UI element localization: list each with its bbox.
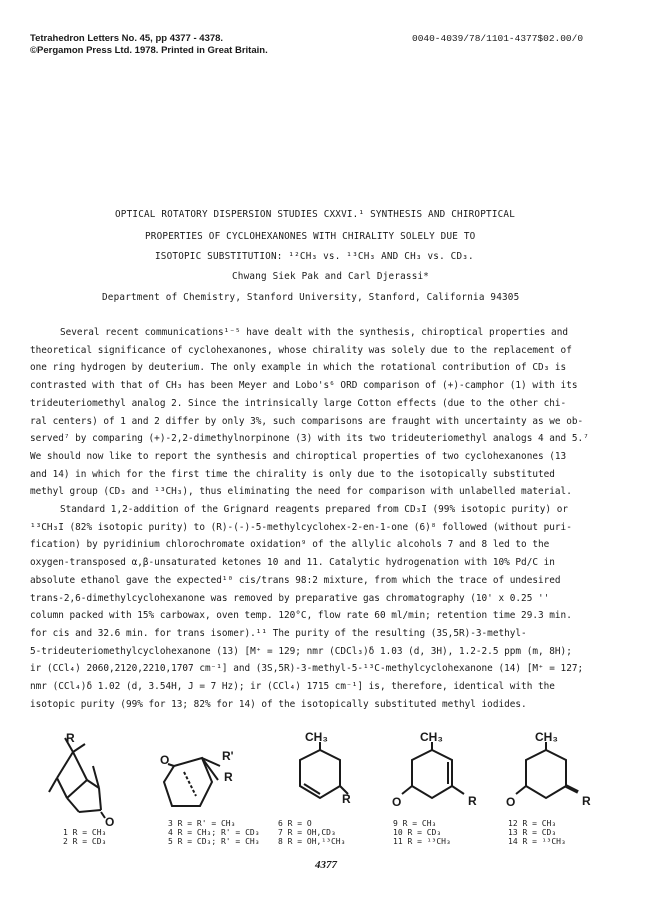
bond (79, 810, 101, 812)
body-line: 5-trideuteriomethylcyclohexanone (13) [M⁺ = 129; nmr (CDCl₃)δ 1.03 (d, 3H), 1.2-2.5 ppm (m, 8H); (30, 645, 572, 657)
title-line-2: PROPERTIES OF CYCLOHEXANONES WITH CHIRALITY SOLELY DUE TO (145, 231, 476, 242)
label-line: 10 R = CD₃ (393, 828, 442, 837)
body-line: Standard 1,2-addition of the Grignard reagents prepared from CD₃I (99% isotopic purity) or (60, 504, 568, 515)
struct-5-R: R (582, 794, 591, 808)
body-line: theoretical significance of cyclohexanones, whose chirality was solely due to the replacement of (30, 344, 572, 356)
body-line: ir (CCl₄) 2060,2120,2210,1707 cm⁻¹] and (3S,5R)-3-methyl-5-¹³C-methylcyclohexanone (14) [M⁺ = 127; (30, 663, 584, 675)
body-line: served⁷ by comparing (+)-2,2-dimethylnorpinone (3) with its two trideuteriomethyl analogs 4 and 5.⁷ (30, 433, 589, 445)
bond (99, 788, 101, 810)
struct-3-R: R (342, 792, 351, 806)
label-line: 9 R = CH₃ (393, 819, 437, 828)
body-line: Several recent communications¹⁻⁵ have dealt with the synthesis, chiroptical properties and (60, 327, 568, 338)
article-code: 0040-4039/78/1101-4377$02.00/0 (412, 33, 584, 44)
label-line: 1 R = CH₃ (63, 828, 107, 837)
body-line: trans-2,6-dimethylcyclohexanone was removed by preparative gas chromatography (10' x 0.25 '' (30, 592, 550, 604)
struct-5-CH3: CH₃ (535, 730, 558, 744)
label-line: 13 R = CD₃ (508, 828, 557, 837)
body-line: nmr (CCl₄)δ 1.02 (d, 3.54H, J = 7 Hz); ir (CCl₄) 1715 cm⁻¹] is, therefore, identical with the (30, 681, 555, 692)
body-line: ral centers) of 1 and 2 differ by only 3%, such comparisons are fraught with uncertainty as we ob- (30, 415, 584, 427)
structure-enone (392, 742, 492, 822)
svg-text:O: O (160, 753, 170, 767)
svg-text:O: O (392, 795, 402, 809)
struct-2-labels (168, 819, 260, 846)
structure-camphor (45, 730, 135, 830)
publisher-line: ©Pergamon Press Ltd. 1978. Printed in Great Britain. (30, 45, 268, 56)
title-line-3: ISOTOPIC SUBSTITUTION: ¹²CH₃ vs. ¹³CH₃ AND CH₃ vs. CD₃. (155, 251, 474, 262)
bond (73, 752, 87, 780)
bond (57, 778, 67, 798)
struct-4-labels (393, 819, 451, 846)
body-line: column packed with 15% carbowax, oven temp. 120°C, flow rate 60 ml/min; retention time 29.3 min. (30, 610, 572, 622)
struct-1-R: R (66, 731, 75, 745)
label-line: 12 R = CH₃ (508, 819, 557, 828)
struct-5-labels (508, 819, 566, 846)
label-line: 11 R = ¹³CH₃ (393, 837, 451, 846)
body-line: We should now like to report the synthesis and chiroptical properties of two cyclohexanones (13 (30, 450, 567, 462)
label-line: 4 R = CH₃; R' = CD₃ (168, 828, 260, 837)
body-line: absolute ethanol gave the expected¹⁰ cis/trans 98:2 mixture, from which the trace of undesired (30, 574, 561, 586)
body-line: and 14) in which for the first time the chirality is only due to the isotopically substituted (30, 468, 555, 480)
body-line: ¹³CH₃I (82% isotopic purity) to (R)-(-)-5-methylcyclohex-2-en-1-one (6)⁸ followed (without puri- (30, 521, 572, 533)
body-line: contrasted with that of CH₃ has been Meyer and Lobo's⁶ ORD comparison of (+)-camphor (1) with its (30, 380, 578, 392)
title-line-1: OPTICAL ROTATORY DISPERSION STUDIES CXXVI.¹ SYNTHESIS AND CHIROPTICAL (115, 209, 516, 220)
label-line: 5 R = CD₃; R' = CH₃ (168, 837, 260, 846)
body-line: one ring hydrogen by deuterium. The only example in which the rotational contribution of CD₃ is (30, 362, 567, 374)
journal-line: Tetrahedron Letters No. 45, pp 4377 - 4378. (30, 33, 224, 44)
page-number: 4377 (315, 859, 337, 871)
body-line: isotopic purity (99% for 13; 82% for 14) of the isotopically substituted methyl iodides. (30, 698, 527, 710)
bond (67, 780, 87, 798)
body-line: methyl group (CD₃ and ¹³CH₃), thus eliminating the need for comparison with unlabelled material. (30, 486, 572, 498)
label-line: 7 R = OH,CD₃ (278, 828, 336, 837)
label-line: 2 R = CD₃ (63, 837, 107, 846)
affiliation: Department of Chemistry, Stanford University, Stanford, California 94305 (102, 292, 520, 303)
carbonyl-O: O (105, 815, 115, 829)
struct-2-Rprime: R' (222, 749, 234, 763)
bond (73, 744, 85, 752)
struct-2-R: R (224, 770, 233, 784)
struct-4-CH3: CH₃ (420, 730, 443, 744)
struct-3-labels (278, 819, 345, 846)
structure-cyclohexanone (506, 742, 606, 822)
struct-3-CH3: CH₃ (305, 730, 328, 744)
svg-text:O: O (506, 795, 516, 809)
body-line: trideuteriomethyl analog 2. Since the intrinsically large Cotton effects (due to the other chi- (30, 397, 567, 409)
struct-1-labels (63, 828, 106, 846)
bond (49, 778, 57, 792)
body-line: for cis and 32.6 min. for trans isomer).¹¹ The purity of the resulting (3S,5R)-3-methyl- (30, 627, 527, 639)
bond (67, 798, 79, 812)
label-line: 14 R = ¹³CH₃ (508, 837, 566, 846)
label-line: 6 R = O (278, 819, 312, 828)
structure-cyclohexenone (280, 742, 360, 822)
body-line: oxygen-transposed α,β-unsaturated ketones 10 and 11. Catalytic hydrogenation with 10% Pd/C in (30, 557, 555, 569)
bond (57, 752, 73, 778)
label-line: 3 R = R' = CH₃ (168, 819, 236, 828)
authors: Chwang Siek Pak and Carl Djerassi* (232, 271, 430, 282)
body-line: fication) by pyridinium chlorochromate oxidation⁹ of the allylic alcohols 7 and 8 led to the (30, 539, 550, 551)
struct-4-R: R (468, 794, 477, 808)
label-line: 8 R = OH,¹³CH₃ (278, 837, 346, 846)
